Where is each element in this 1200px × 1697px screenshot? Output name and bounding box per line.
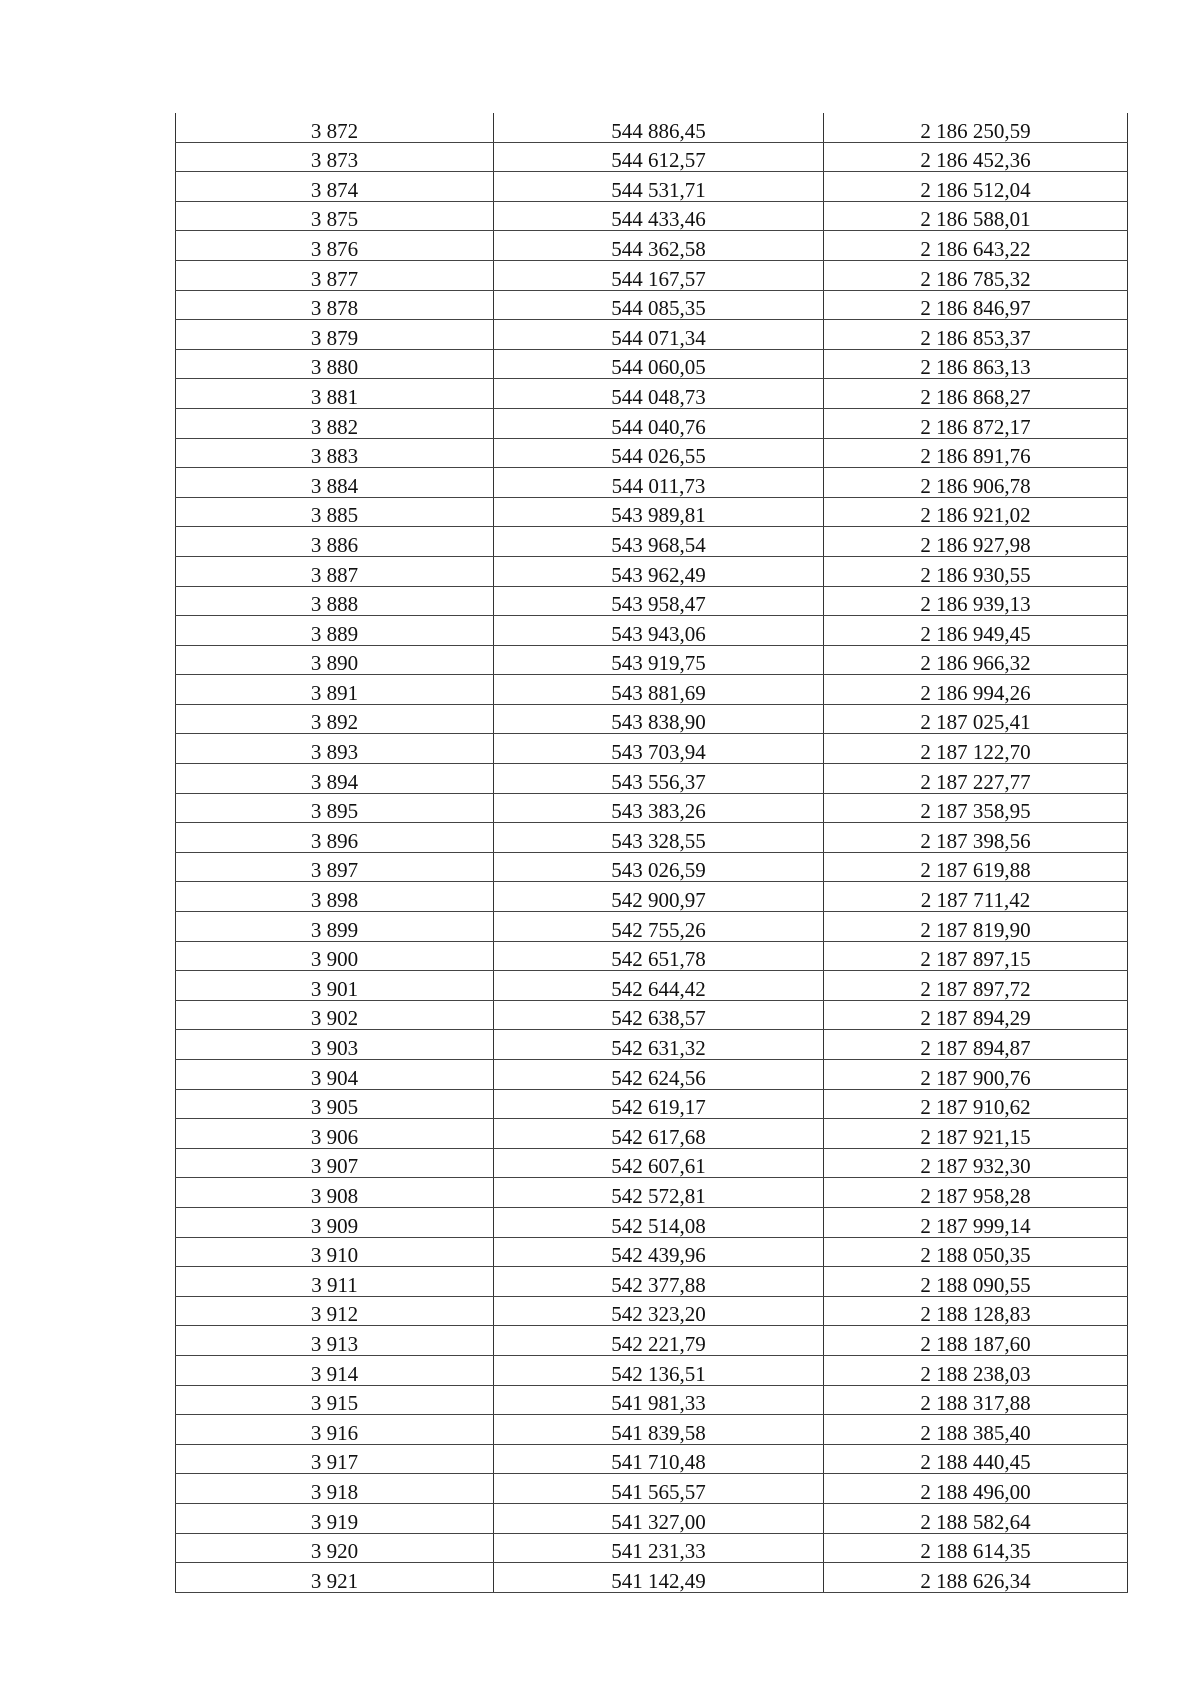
y-coordinate-cell: 2 186 452,36	[824, 142, 1128, 172]
point-number-cell: 3 875	[176, 201, 494, 231]
point-number-cell: 3 890	[176, 645, 494, 675]
point-number-cell: 3 886	[176, 527, 494, 557]
table-row	[176, 1563, 1128, 1593]
x-coordinate-cell: 543 958,47	[494, 586, 824, 616]
y-coordinate-cell: 2 188 626,34	[824, 1563, 1128, 1593]
y-coordinate-cell: 2 186 643,22	[824, 231, 1128, 261]
y-coordinate-cell: 2 186 921,02	[824, 497, 1128, 527]
point-number-cell: 3 916	[176, 1415, 494, 1445]
table-row	[176, 1148, 1128, 1178]
table-row	[176, 704, 1128, 734]
y-coordinate-cell: 2 187 958,28	[824, 1178, 1128, 1208]
x-coordinate-cell: 544 886,45	[494, 113, 824, 142]
point-number-cell: 3 915	[176, 1385, 494, 1415]
table-row	[176, 556, 1128, 586]
y-coordinate-cell: 2 187 932,30	[824, 1148, 1128, 1178]
y-coordinate-cell: 2 187 897,72	[824, 971, 1128, 1001]
point-number-cell: 3 893	[176, 734, 494, 764]
point-number-cell: 3 883	[176, 438, 494, 468]
y-coordinate-cell: 2 187 711,42	[824, 882, 1128, 912]
coordinates-table-body	[176, 113, 1128, 1592]
point-number-cell: 3 880	[176, 349, 494, 379]
x-coordinate-cell: 544 040,76	[494, 408, 824, 438]
table-row	[176, 1503, 1128, 1533]
y-coordinate-cell: 2 186 927,98	[824, 527, 1128, 557]
point-number-cell: 3 898	[176, 882, 494, 912]
y-coordinate-cell: 2 186 846,97	[824, 290, 1128, 320]
point-number-cell: 3 921	[176, 1563, 494, 1593]
x-coordinate-cell: 542 377,88	[494, 1267, 824, 1297]
point-number-cell: 3 873	[176, 142, 494, 172]
point-number-cell: 3 900	[176, 941, 494, 971]
table-row	[176, 1237, 1128, 1267]
x-coordinate-cell: 544 612,57	[494, 142, 824, 172]
point-number-cell: 3 920	[176, 1533, 494, 1563]
y-coordinate-cell: 2 187 910,62	[824, 1089, 1128, 1119]
table-row	[176, 142, 1128, 172]
x-coordinate-cell: 544 085,35	[494, 290, 824, 320]
y-coordinate-cell: 2 188 090,55	[824, 1267, 1128, 1297]
y-coordinate-cell: 2 186 863,13	[824, 349, 1128, 379]
x-coordinate-cell: 544 060,05	[494, 349, 824, 379]
point-number-cell: 3 878	[176, 290, 494, 320]
point-number-cell: 3 914	[176, 1355, 494, 1385]
point-number-cell: 3 885	[176, 497, 494, 527]
y-coordinate-cell: 2 186 949,45	[824, 616, 1128, 646]
table-row	[176, 1207, 1128, 1237]
point-number-cell: 3 897	[176, 852, 494, 882]
x-coordinate-cell: 542 572,81	[494, 1178, 824, 1208]
y-coordinate-cell: 2 186 966,32	[824, 645, 1128, 675]
point-number-cell: 3 882	[176, 408, 494, 438]
point-number-cell: 3 876	[176, 231, 494, 261]
x-coordinate-cell: 544 048,73	[494, 379, 824, 409]
point-number-cell: 3 889	[176, 616, 494, 646]
x-coordinate-cell: 541 327,00	[494, 1503, 824, 1533]
x-coordinate-cell: 543 881,69	[494, 675, 824, 705]
x-coordinate-cell: 543 919,75	[494, 645, 824, 675]
x-coordinate-cell: 542 439,96	[494, 1237, 824, 1267]
x-coordinate-cell: 544 167,57	[494, 260, 824, 290]
point-number-cell: 3 887	[176, 556, 494, 586]
table-row	[176, 675, 1128, 705]
table-row	[176, 1444, 1128, 1474]
point-number-cell: 3 884	[176, 468, 494, 498]
x-coordinate-cell: 543 328,55	[494, 823, 824, 853]
table-row	[176, 1030, 1128, 1060]
point-number-cell: 3 895	[176, 793, 494, 823]
y-coordinate-cell: 2 186 588,01	[824, 201, 1128, 231]
table-row	[176, 468, 1128, 498]
table-row	[176, 1415, 1128, 1445]
table-row	[176, 912, 1128, 942]
x-coordinate-cell: 542 607,61	[494, 1148, 824, 1178]
table-row	[176, 1326, 1128, 1356]
point-number-cell: 3 910	[176, 1237, 494, 1267]
x-coordinate-cell: 544 362,58	[494, 231, 824, 261]
point-number-cell: 3 911	[176, 1267, 494, 1297]
table-row	[176, 734, 1128, 764]
table-row	[176, 852, 1128, 882]
y-coordinate-cell: 2 186 939,13	[824, 586, 1128, 616]
coordinates-table	[175, 113, 1128, 1593]
y-coordinate-cell: 2 188 385,40	[824, 1415, 1128, 1445]
table-row	[176, 1119, 1128, 1149]
table-row	[176, 113, 1128, 142]
table-row	[176, 1385, 1128, 1415]
table-row	[176, 882, 1128, 912]
x-coordinate-cell: 542 644,42	[494, 971, 824, 1001]
table-row	[176, 1089, 1128, 1119]
x-coordinate-cell: 543 383,26	[494, 793, 824, 823]
point-number-cell: 3 906	[176, 1119, 494, 1149]
y-coordinate-cell: 2 188 317,88	[824, 1385, 1128, 1415]
y-coordinate-cell: 2 186 994,26	[824, 675, 1128, 705]
y-coordinate-cell: 2 187 358,95	[824, 793, 1128, 823]
y-coordinate-cell: 2 187 122,70	[824, 734, 1128, 764]
x-coordinate-cell: 542 651,78	[494, 941, 824, 971]
y-coordinate-cell: 2 187 897,15	[824, 941, 1128, 971]
y-coordinate-cell: 2 188 582,64	[824, 1503, 1128, 1533]
x-coordinate-cell: 542 624,56	[494, 1060, 824, 1090]
y-coordinate-cell: 2 186 906,78	[824, 468, 1128, 498]
y-coordinate-cell: 2 188 238,03	[824, 1355, 1128, 1385]
table-row	[176, 941, 1128, 971]
x-coordinate-cell: 541 981,33	[494, 1385, 824, 1415]
table-row	[176, 290, 1128, 320]
table-row	[176, 320, 1128, 350]
y-coordinate-cell: 2 188 187,60	[824, 1326, 1128, 1356]
x-coordinate-cell: 542 619,17	[494, 1089, 824, 1119]
y-coordinate-cell: 2 187 227,77	[824, 764, 1128, 794]
point-number-cell: 3 874	[176, 172, 494, 202]
y-coordinate-cell: 2 188 128,83	[824, 1296, 1128, 1326]
table-row	[176, 616, 1128, 646]
point-number-cell: 3 879	[176, 320, 494, 350]
table-row	[176, 379, 1128, 409]
table-row	[176, 1060, 1128, 1090]
x-coordinate-cell: 541 839,58	[494, 1415, 824, 1445]
table-row	[176, 1267, 1128, 1297]
x-coordinate-cell: 543 989,81	[494, 497, 824, 527]
table-row	[176, 586, 1128, 616]
x-coordinate-cell: 541 142,49	[494, 1563, 824, 1593]
point-number-cell: 3 903	[176, 1030, 494, 1060]
y-coordinate-cell: 2 186 785,32	[824, 260, 1128, 290]
table-row	[176, 438, 1128, 468]
point-number-cell: 3 901	[176, 971, 494, 1001]
table-row	[176, 1355, 1128, 1385]
y-coordinate-cell: 2 187 894,87	[824, 1030, 1128, 1060]
point-number-cell: 3 872	[176, 113, 494, 142]
x-coordinate-cell: 542 900,97	[494, 882, 824, 912]
x-coordinate-cell: 543 556,37	[494, 764, 824, 794]
y-coordinate-cell: 2 187 619,88	[824, 852, 1128, 882]
x-coordinate-cell: 544 011,73	[494, 468, 824, 498]
y-coordinate-cell: 2 187 025,41	[824, 704, 1128, 734]
x-coordinate-cell: 544 531,71	[494, 172, 824, 202]
y-coordinate-cell: 2 188 614,35	[824, 1533, 1128, 1563]
y-coordinate-cell: 2 188 050,35	[824, 1237, 1128, 1267]
table-row	[176, 645, 1128, 675]
y-coordinate-cell: 2 186 512,04	[824, 172, 1128, 202]
table-row	[176, 349, 1128, 379]
point-number-cell: 3 908	[176, 1178, 494, 1208]
table-row	[176, 1533, 1128, 1563]
table-row	[176, 1296, 1128, 1326]
y-coordinate-cell: 2 187 900,76	[824, 1060, 1128, 1090]
y-coordinate-cell: 2 186 853,37	[824, 320, 1128, 350]
point-number-cell: 3 905	[176, 1089, 494, 1119]
table-row	[176, 201, 1128, 231]
y-coordinate-cell: 2 187 921,15	[824, 1119, 1128, 1149]
y-coordinate-cell: 2 187 819,90	[824, 912, 1128, 942]
y-coordinate-cell: 2 187 894,29	[824, 1000, 1128, 1030]
table-row	[176, 527, 1128, 557]
point-number-cell: 3 896	[176, 823, 494, 853]
x-coordinate-cell: 542 514,08	[494, 1207, 824, 1237]
x-coordinate-cell: 542 755,26	[494, 912, 824, 942]
y-coordinate-cell: 2 188 440,45	[824, 1444, 1128, 1474]
point-number-cell: 3 888	[176, 586, 494, 616]
table-row	[176, 793, 1128, 823]
table-row	[176, 260, 1128, 290]
x-coordinate-cell: 542 221,79	[494, 1326, 824, 1356]
x-coordinate-cell: 544 026,55	[494, 438, 824, 468]
table-row	[176, 1474, 1128, 1504]
x-coordinate-cell: 541 231,33	[494, 1533, 824, 1563]
x-coordinate-cell: 542 136,51	[494, 1355, 824, 1385]
y-coordinate-cell: 2 186 250,59	[824, 113, 1128, 142]
point-number-cell: 3 881	[176, 379, 494, 409]
x-coordinate-cell: 544 071,34	[494, 320, 824, 350]
x-coordinate-cell: 543 838,90	[494, 704, 824, 734]
point-number-cell: 3 894	[176, 764, 494, 794]
table-row	[176, 1178, 1128, 1208]
x-coordinate-cell: 543 703,94	[494, 734, 824, 764]
x-coordinate-cell: 542 638,57	[494, 1000, 824, 1030]
point-number-cell: 3 909	[176, 1207, 494, 1237]
point-number-cell: 3 902	[176, 1000, 494, 1030]
x-coordinate-cell: 543 968,54	[494, 527, 824, 557]
y-coordinate-cell: 2 187 398,56	[824, 823, 1128, 853]
y-coordinate-cell: 2 186 868,27	[824, 379, 1128, 409]
table-row	[176, 971, 1128, 1001]
point-number-cell: 3 892	[176, 704, 494, 734]
y-coordinate-cell: 2 186 872,17	[824, 408, 1128, 438]
y-coordinate-cell: 2 186 891,76	[824, 438, 1128, 468]
x-coordinate-cell: 542 323,20	[494, 1296, 824, 1326]
x-coordinate-cell: 544 433,46	[494, 201, 824, 231]
x-coordinate-cell: 542 631,32	[494, 1030, 824, 1060]
point-number-cell: 3 913	[176, 1326, 494, 1356]
x-coordinate-cell: 541 565,57	[494, 1474, 824, 1504]
x-coordinate-cell: 542 617,68	[494, 1119, 824, 1149]
table-row	[176, 1000, 1128, 1030]
point-number-cell: 3 877	[176, 260, 494, 290]
point-number-cell: 3 891	[176, 675, 494, 705]
point-number-cell: 3 917	[176, 1444, 494, 1474]
y-coordinate-cell: 2 188 496,00	[824, 1474, 1128, 1504]
point-number-cell: 3 919	[176, 1503, 494, 1533]
point-number-cell: 3 918	[176, 1474, 494, 1504]
x-coordinate-cell: 543 026,59	[494, 852, 824, 882]
table-row	[176, 497, 1128, 527]
table-row	[176, 764, 1128, 794]
x-coordinate-cell: 543 943,06	[494, 616, 824, 646]
table-row	[176, 172, 1128, 202]
table-row	[176, 231, 1128, 261]
point-number-cell: 3 907	[176, 1148, 494, 1178]
table-row	[176, 408, 1128, 438]
x-coordinate-cell: 543 962,49	[494, 556, 824, 586]
table-row	[176, 823, 1128, 853]
x-coordinate-cell: 541 710,48	[494, 1444, 824, 1474]
point-number-cell: 3 912	[176, 1296, 494, 1326]
point-number-cell: 3 899	[176, 912, 494, 942]
y-coordinate-cell: 2 187 999,14	[824, 1207, 1128, 1237]
y-coordinate-cell: 2 186 930,55	[824, 556, 1128, 586]
point-number-cell: 3 904	[176, 1060, 494, 1090]
